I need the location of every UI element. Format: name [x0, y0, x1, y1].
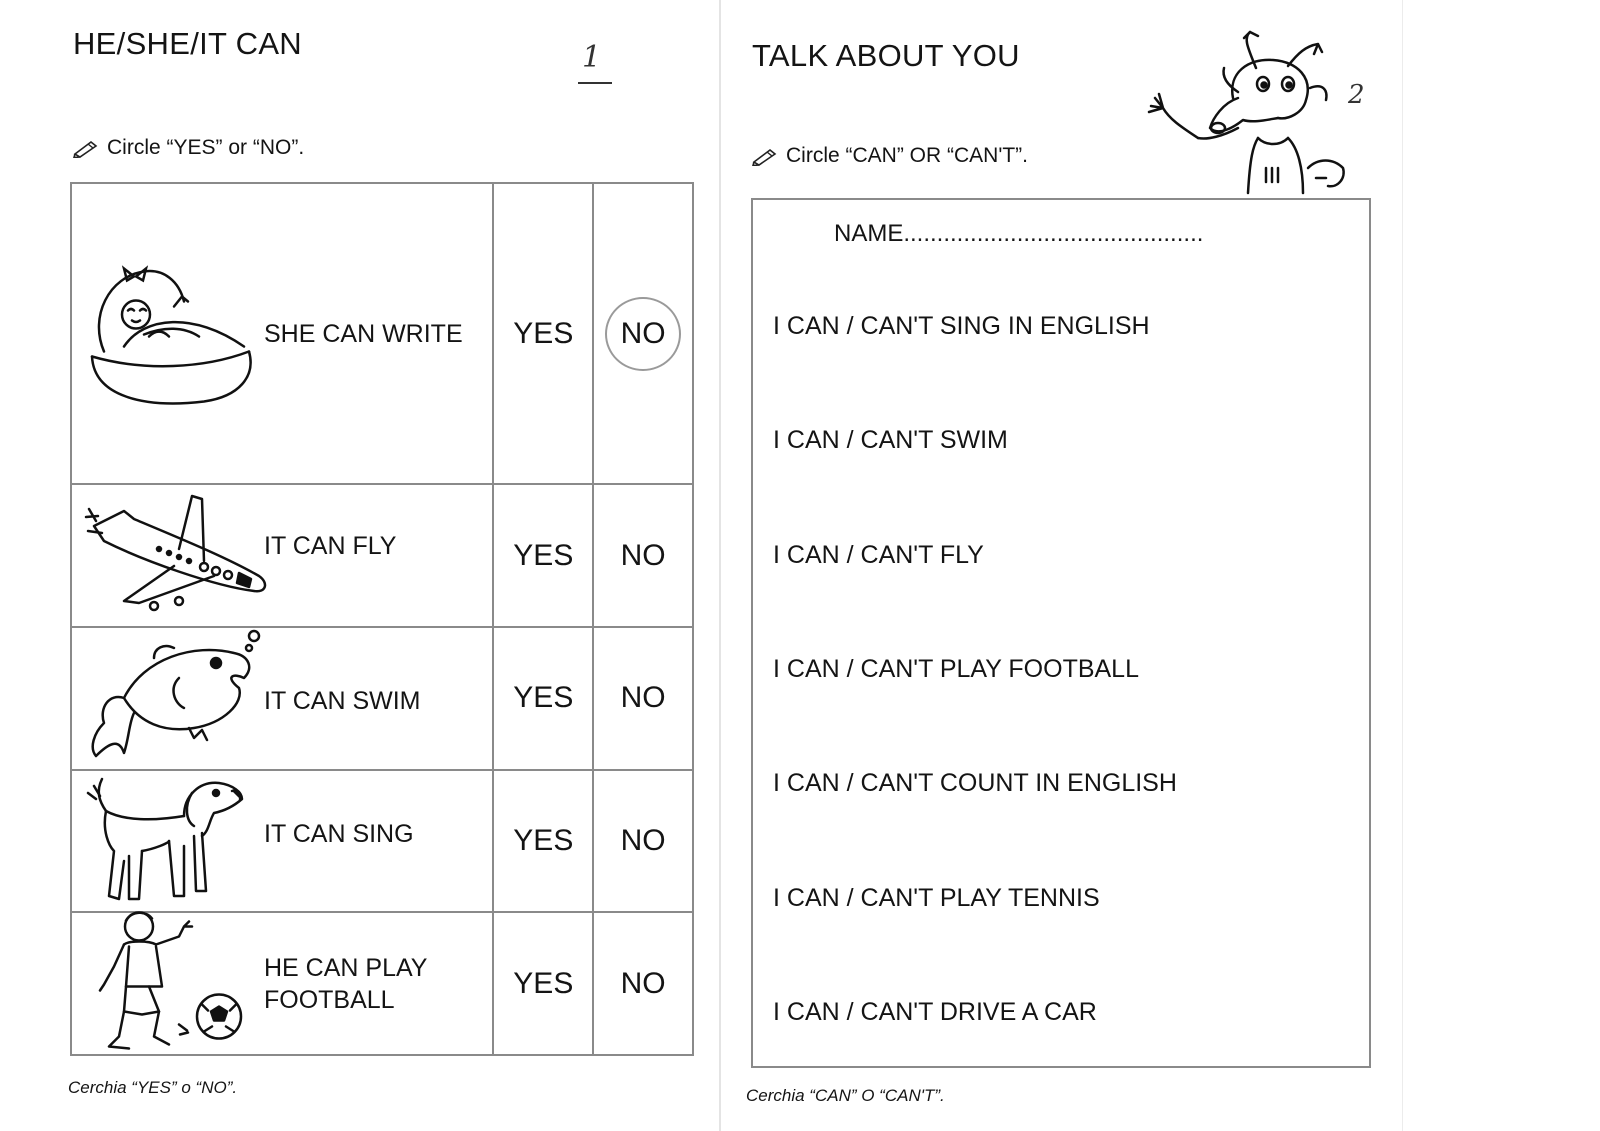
table-row	[71, 627, 693, 770]
alien-mascot-icon	[1138, 28, 1368, 198]
circled-answer: NO	[605, 297, 681, 371]
page-number: 1	[582, 40, 601, 75]
row-label: HE CAN PLAY FOOTBALL	[264, 953, 428, 1014]
yes-option[interactable]: YES	[493, 770, 593, 913]
yes-option[interactable]: YES	[493, 912, 593, 1055]
sentence-item[interactable]: I CAN / CAN'T SING IN ENGLISH	[773, 312, 1150, 340]
picture-cell	[71, 912, 493, 1055]
fish-icon	[84, 628, 264, 768]
table-row	[71, 770, 693, 913]
pencil-icon	[73, 138, 99, 158]
left-page	[0, 0, 720, 1131]
row-label: IT CAN SING	[264, 819, 414, 848]
airplane-icon	[84, 491, 269, 621]
table-row	[71, 183, 693, 484]
picture-cell	[71, 484, 493, 627]
dog-icon	[84, 771, 249, 911]
instruction-text: Circle “YES” or “NO”.	[107, 136, 305, 159]
row-label: IT CAN SWIM	[264, 687, 421, 716]
table-row	[71, 912, 693, 1055]
no-option[interactable]: NO	[593, 627, 693, 770]
pencil-icon	[752, 146, 778, 166]
yes-option[interactable]: YES	[493, 183, 593, 484]
instruction-text: Circle “CAN” OR “CAN'T”.	[786, 144, 1028, 167]
row-label: IT CAN FLY	[264, 531, 397, 560]
instruction	[752, 144, 1028, 168]
yes-no-table	[70, 182, 694, 1056]
table-row	[71, 484, 693, 627]
instruction	[73, 136, 304, 160]
no-option[interactable]: NO	[593, 484, 693, 627]
yes-option[interactable]: YES	[493, 627, 593, 770]
picture-cell	[71, 770, 493, 913]
no-option[interactable]: NO	[593, 912, 693, 1055]
sentence-item[interactable]: I CAN / CAN'T PLAY FOOTBALL	[773, 655, 1139, 683]
boy-with-ball-icon	[84, 906, 249, 1061]
sentence-item[interactable]: I CAN / CAN'T FLY	[773, 541, 984, 569]
footer-note: Cerchia “YES” o “NO”.	[68, 1078, 238, 1097]
sentence-item[interactable]: I CAN / CAN'T DRIVE A CAR	[773, 998, 1097, 1026]
row-label: SHE CAN WRITE	[264, 319, 463, 348]
page-number: 2	[1348, 80, 1365, 110]
picture-cell	[71, 627, 493, 770]
no-option[interactable]: NO	[593, 770, 693, 913]
sentence-item[interactable]: I CAN / CAN'T PLAY TENNIS	[773, 884, 1100, 912]
page-title: TALK ABOUT YOU	[752, 38, 1020, 73]
sentence-item[interactable]: I CAN / CAN'T SWIM	[773, 426, 1008, 454]
sentence-item[interactable]: I CAN / CAN'T COUNT IN ENGLISH	[773, 769, 1177, 797]
name-field[interactable]: NAME.............................................	[834, 220, 1204, 247]
picture-cell	[71, 183, 493, 484]
paper-edge	[1402, 0, 1403, 1131]
yes-option[interactable]: YES	[493, 484, 593, 627]
footer-note: Cerchia “CAN” O “CAN'T”.	[746, 1086, 945, 1105]
no-option[interactable]	[593, 183, 693, 484]
page-title: HE/SHE/IT CAN	[73, 26, 302, 61]
baby-in-cradle-icon	[84, 256, 259, 411]
